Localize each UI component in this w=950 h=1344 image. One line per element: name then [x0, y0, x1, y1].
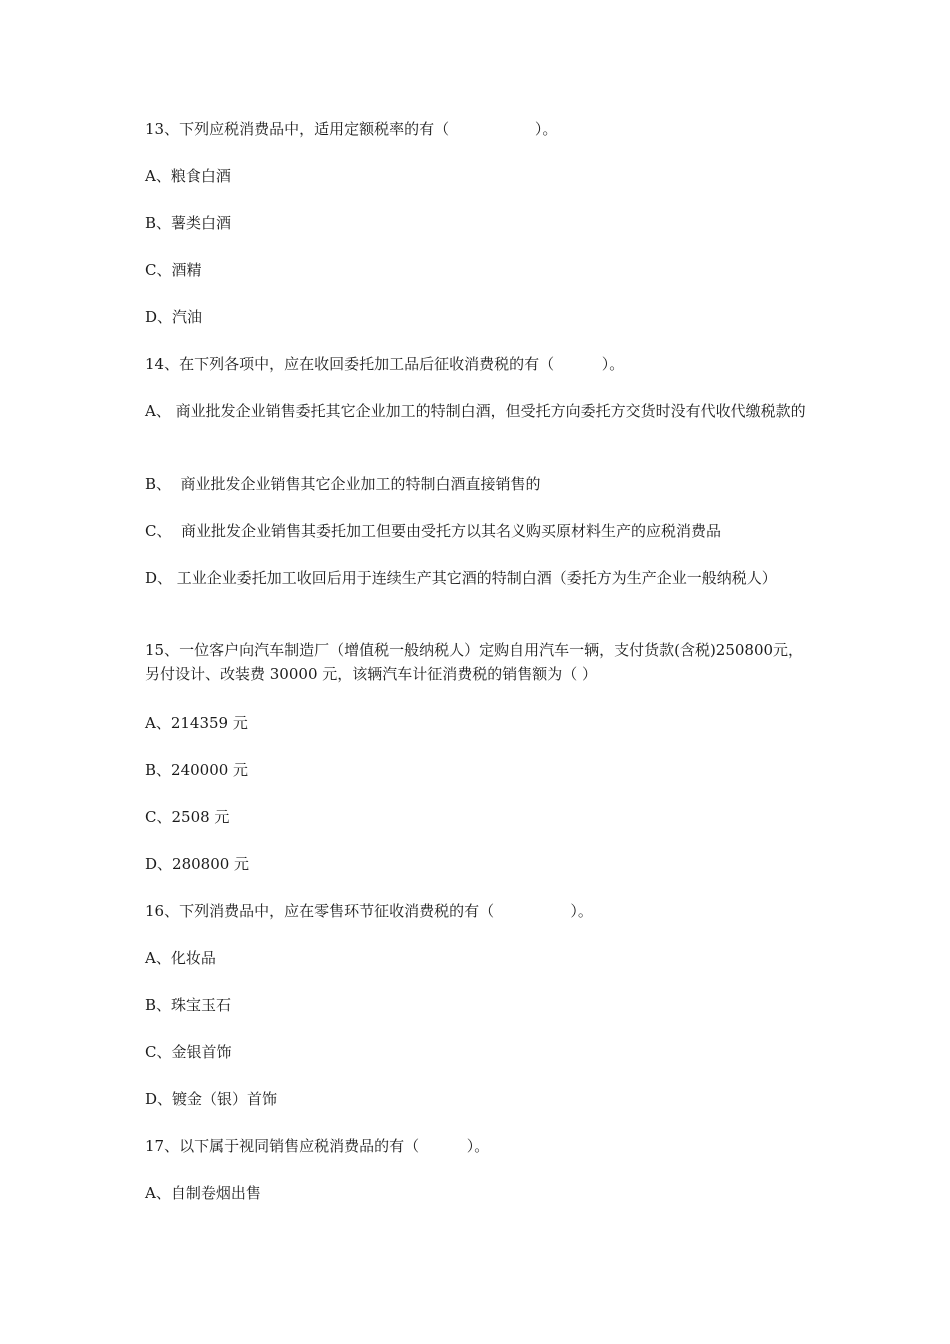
- question-17-option-a: A、自制卷烟出售: [145, 1184, 261, 1202]
- question-16-option-b: B、珠宝玉石: [145, 996, 232, 1014]
- question-13-option-a: A、粮食白酒: [145, 167, 231, 185]
- question-13-option-d: D、汽油: [145, 308, 203, 326]
- question-14-stem: 14、在下列各项中，应在收回委托加工品后征收消费税的有（ ）。: [145, 355, 625, 373]
- question-13-stem: 13、下列应税消费品中，适用定额税率的有（ ）。: [145, 120, 558, 138]
- question-14-option-d: D、 工业企业委托加工收回后用于连续生产其它酒的特制白酒（委托方为生产企业一般纳税人）: [145, 569, 777, 587]
- question-15-stem: 15、一位客户向汽车制造厂（增值税一般纳税人）定购自用汽车一辆，支付货款(含税)250800元，另付设计、改装费 30000 元，该辆汽车计征消费税的销售额为（ ）: [145, 641, 804, 683]
- question-13-option-b: B、薯类白酒: [145, 214, 232, 232]
- question-15-option-d: D、280800 元: [145, 855, 250, 873]
- question-16-option-c: C、金银首饰: [145, 1043, 232, 1061]
- question-15-option-c: C、2508 元: [145, 808, 230, 826]
- question-14-option-b: B、 商业批发企业销售其它企业加工的特制白酒直接销售的: [145, 475, 541, 493]
- question-14-option-c: C、 商业批发企业销售其委托加工但要由受托方以其名义购买原材料生产的应税消费品: [145, 522, 722, 540]
- question-13-option-c: C、酒精: [145, 261, 202, 279]
- question-15-option-a: A、214359 元: [145, 714, 248, 732]
- question-16-option-a: A、化妆品: [145, 949, 216, 967]
- question-15-option-b: B、240000 元: [145, 761, 249, 779]
- question-14-option-a: A、 商业批发企业销售委托其它企业加工的特制白酒，但受托方向委托方交货时没有代收代缴税款的: [145, 402, 806, 420]
- question-17-stem: 17、以下属于视同销售应税消费品的有（ ）。: [145, 1137, 490, 1155]
- question-16-option-d: D、镀金（银）首饰: [145, 1090, 278, 1108]
- question-16-stem: 16、下列消费品中，应在零售环节征收消费税的有（ ）。: [145, 902, 593, 920]
